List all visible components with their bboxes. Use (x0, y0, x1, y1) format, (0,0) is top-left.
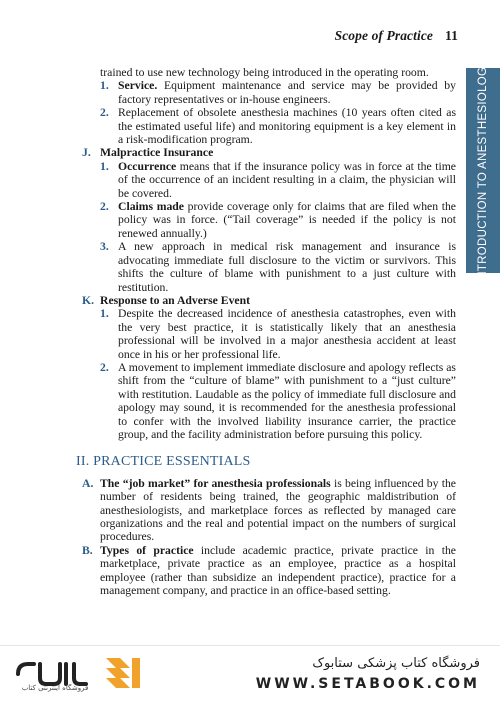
list-item-bold: Occurrence (118, 159, 177, 173)
page-body (76, 66, 456, 598)
list-number: 3. (100, 240, 109, 254)
section-title: Response to an Adverse Event (100, 293, 250, 307)
store-name: فروشگاه کتاب پزشکی ستابوک (312, 656, 480, 671)
list-item (100, 106, 456, 146)
section-heading-k (82, 294, 456, 307)
section-letter: J. (82, 146, 91, 160)
list-item-text: A new approach in medical risk management and insurance is advocating immediate full disclosure to the victim or survivors. This shifts the culture of blame with punishment to a just culture with restitution. (118, 240, 456, 294)
section-heading-j (82, 146, 456, 159)
running-header (0, 28, 458, 44)
list-item-bold: The “job market” for anesthesia professionals (100, 476, 331, 490)
list-item-text: include academic practice, private practice in the marketplace, private practice as an employee, practice as a hospital employee (rather than subsidize an independent practice), practice for a management company, and practice in an office-based setting. (100, 543, 456, 598)
list-item-bold: Types of practice (100, 543, 194, 557)
list-number: 1. (100, 159, 109, 173)
list-item (100, 361, 456, 441)
list-item-text: A movement to implement immediate disclosure and apology reflects as shift from the “culture of blame” with punishment to a “just culture” with restitution. Laudable as the policy of immediate full disclosure and apology may sound, it is recommended for the anesthesia professional to confer with the involved liability insurance carrier, the practice group, and the facility administration before pursuing this policy. (118, 360, 456, 441)
list-item-text: is being influenced by the number of residents being trained, the geographic maldistribution of anesthesiologists, and marketplace forces as reflected by managed care organizations and the real and potential impact on the numbers of surgical procedures. (100, 476, 456, 544)
list-item (100, 307, 456, 361)
header-title: Scope of Practice (334, 28, 434, 43)
chapter-side-tab (466, 58, 500, 283)
list-item-text: Equipment maintenance and service may be provided by factory representatives or in-house engineers. (118, 79, 456, 106)
list-number: 2. (100, 106, 109, 120)
section-letter: K. (82, 293, 95, 307)
list-letter: A. (82, 476, 94, 490)
list-number: 2. (100, 360, 109, 374)
intro-paragraph: trained to use new technology being introduced in the operating room. (100, 66, 429, 79)
chapter-side-tab-label: INTRODUCTION TO ANESTHESIOLOGY (477, 58, 489, 283)
list-number: 1. (100, 79, 109, 93)
logo-subtitle: فروشگاه اینترنتی کتاب (21, 684, 89, 692)
list-item-text: provide coverage only for claims that are filed when the policy was in force. (“Tail coverage” is needed if the policy is not renewed annually.) (118, 200, 456, 240)
list-item (100, 160, 456, 200)
list-item-text: means that if the insurance policy was in force at the time of the occurrence of an incident resulting in a claim, the physician will be covered. (118, 159, 456, 200)
list-number: 1. (100, 307, 109, 321)
list-number: 2. (100, 200, 109, 214)
list-item-text: Replacement of obsolete anesthesia machines (10 years often cited as the estimated useful life) and monitoring equipment is a key element in a risk-modification program. (118, 106, 456, 147)
list-item (100, 200, 456, 240)
list-item (82, 477, 456, 544)
section-title: Malpractice Insurance (100, 146, 214, 160)
store-website-link[interactable]: WWW.SETABOOK.COM (255, 676, 480, 692)
section-heading-ii: II. PRACTICE ESSENTIALS (76, 454, 251, 470)
list-item-bold: Claims made (118, 200, 184, 214)
list-item-bold: Service. (118, 79, 158, 93)
list-item-text: Despite the decreased incidence of anesthesia catastrophes, even with the very best practice, it is statistically likely that an anesthesia professional will be involved in a major anesthesia accident at least once in his or her professional life. (118, 307, 456, 361)
list-letter: B. (82, 543, 93, 557)
page-number: 11 (445, 28, 458, 43)
list-item (82, 544, 456, 598)
store-footer-banner (0, 645, 500, 701)
list-item (100, 240, 456, 294)
list-item (100, 79, 456, 106)
